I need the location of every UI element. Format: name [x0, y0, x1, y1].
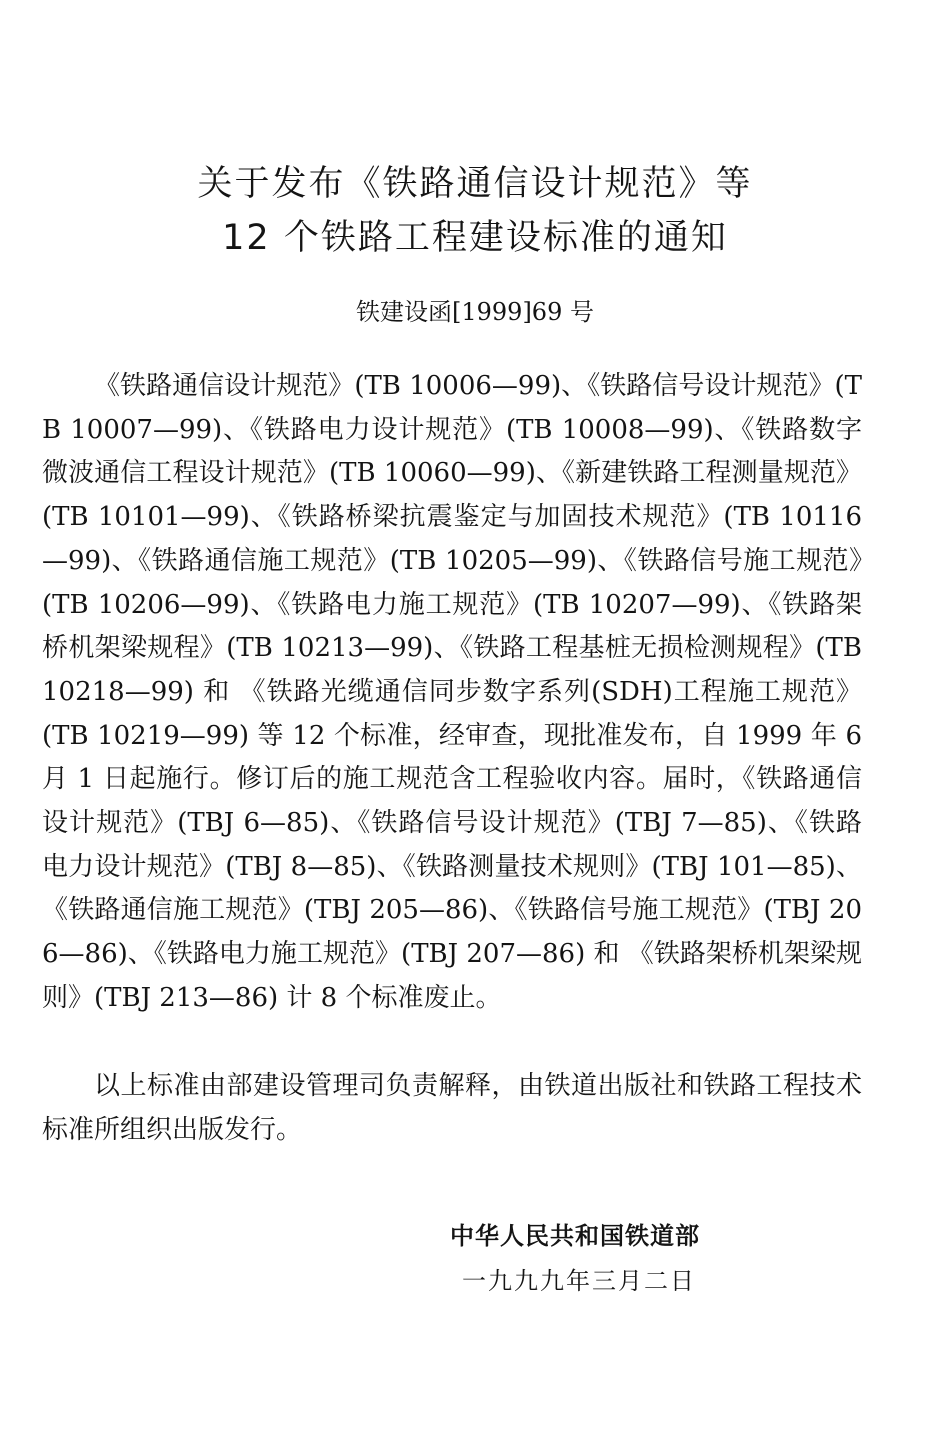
body-paragraph-1: 《铁路通信设计规范》(TB 10006—99)、《铁路信号设计规范》(TB 10007—99)、《铁路电力设计规范》(TB 10008—99)、《铁路数字微波通信工程设计规范》(TB 10060—99)、《新建铁路工程测量规范》(TB 10101—99)、《铁路桥梁抗震鉴定与加固技术规范》(TB 10116—99)、《铁路通信施工规范》(TB 10205—99)、《铁路信号施工规范》(TB 10206—99)、《铁路电力施工规范》(TB 10207—99)、《铁路架桥机架梁规程》(TB 10213—99)、《铁路工程基桩无损检测规程》(TB 10218—99) 和 《铁路光缆通信同步数字系列(SDH)工程施工规范》(TB 10219—99) 等 12 个标准，经审查，现批准发布，自 1999 年 6 月 1 日起施行。修订后的施工规范含工程验收内容。届时，《铁路通信设计规范》(TBJ 6—85)、《铁路信号设计规范》(TBJ 7—85)、《铁路电力设计规范》(TBJ 8—85)、《铁路测量技术规则》(TBJ 101—85)、《铁路通信施工规范》(TBJ 205—86)、《铁路信号施工规范》(TBJ 206—86)、《铁路电力施工规范》(TBJ 207—86) 和 《铁路架桥机架梁规则》(TBJ 213—86) 计 8 个标准废止。 [42, 371, 862, 1013]
body-paragraph-2: 以上标准由部建设管理司负责解释，由铁道出版社和铁路工程技术标准所组织出版发行。 [42, 1071, 862, 1145]
title-line-1: 关于发布《铁路通信设计规范》等 [197, 164, 753, 204]
document-number: 铁建设函[1999]69 号 [356, 298, 594, 326]
issuing-organization: 中华人民共和国铁道部 [450, 1222, 700, 1250]
title-line-2: 12 个铁路工程建设标准的通知 [222, 218, 728, 258]
issue-date: 一九九九年三月二日 [462, 1267, 696, 1295]
